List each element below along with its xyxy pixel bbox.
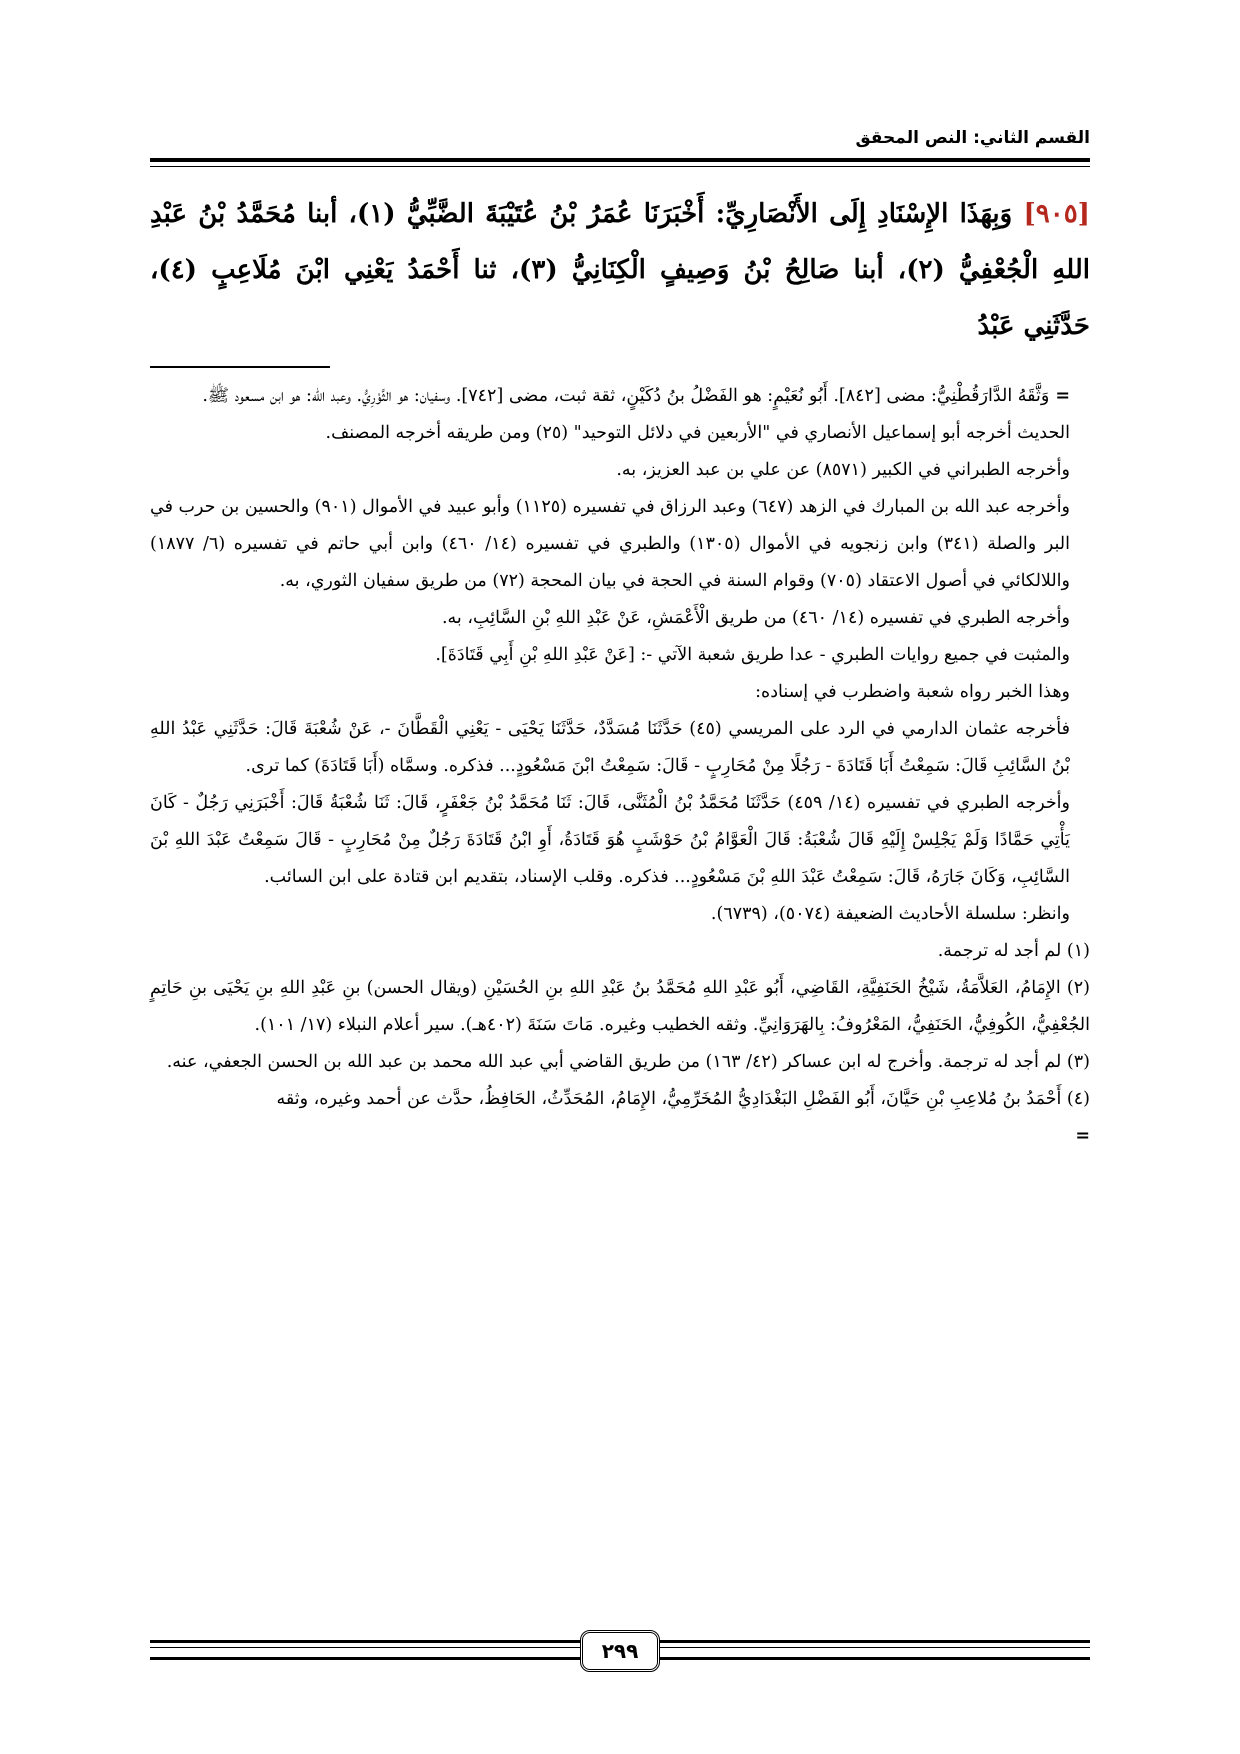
note-paragraph: وأخرجه الطبراني في الكبير (٨٥٧١) عن علي بن عبد العزيز، به. (616, 460, 1070, 480)
note-paragraph: وانظر: سلسلة الأحاديث الضعيفة (٥٠٧٤)، (٦٧٣٩). (710, 904, 1070, 924)
footnote-separator (150, 366, 330, 368)
page-footer (150, 1630, 1090, 1670)
note-paragraph: والمثبت في جميع روايات الطبري - عدا طريق شعبة الآتي -: [عَنْ عَبْدِ اللهِ بْنِ أَبِي قَتَادَةَ]. (435, 645, 1070, 665)
footnote-1: (١) لم أجد له ترجمة. (937, 941, 1090, 961)
page-number: ٢٩٩ (580, 1630, 660, 1672)
continuation-mark: = (1075, 1126, 1090, 1146)
hadith-number: [٩٠٥] (1023, 199, 1090, 229)
note-paragraph: وأخرجه عبد الله بن المبارك في الزهد (٦٤٧) وعبد الرزاق في تفسيره (١١٢٥) وأبو عبيد في الأموال (٩٠١) والحسين بن حرب في البر والصلة (٣٤١) وابن زنجويه في الأموال (١٣٠٥) والطبري في تفسيره (١٤/ ٤٦٠) وابن أبي حاتم في تفسيره (٦/ ١٨٧٧) واللالكائي في أصول الاعتقاد (٧٠٥) وقوام السنة في الحجة في بيان المحجة (٧٢) من طريق سفيان الثوري، به. (150, 497, 1071, 591)
note-paragraph: فأخرجه عثمان الدارمي في الرد على المريسي (٤٥) حَدَّثَنَا مُسَدَّدٌ، حَدَّثَنَا يَحْيَى - يَعْنِي الْقَطَّانَ -، عَنْ شُعْبَةَ قَالَ: حَدَّثَنِي عَبْدُ اللهِ بْنُ السَّائِبِ قَالَ: سَمِعْتُ أَبَا قَتَادَةَ - رَجُلًا مِنْ مُحَارِبٍ - قَالَ: سَمِعْتُ ابْنَ مَسْعُودٍ... فذكره. وسمَّاه (أَبَا قَتَادَةَ) كما ترى. (150, 719, 1070, 776)
main-text (150, 186, 1090, 354)
footnotes-section (150, 378, 1090, 1155)
footnote-4: (٤) أَحْمَدُ بنُ مُلاعِبِ بْنِ حَيَّانَ، أَبُو الفَضْلِ البَغْدَادِيُّ المُخَرِّمِيُّ، الإِمَامُ، المُحَدِّثُ، الحَافِظُ، حدَّث عن أحمد وغيره، وثقه (276, 1089, 1090, 1109)
note-paragraph: وهذا الخبر رواه شعبة واضطرب في إسناده: (755, 682, 1070, 702)
footnote-3: (٣) لم أجد له ترجمة. وأخرج له ابن عساكر (٤٢/ ١٦٣) من طريق القاضي أبي عبد الله محمد بن عبد الله بن الحسن الجعفي، عنه. (166, 1052, 1090, 1072)
header-rule-thick (150, 158, 1090, 162)
footnote-2: (٢) الإِمَامُ، العَلاَّمَةُ، شَيْخُ الحَنَفِيَّةِ، القَاضِي، أَبُو عَبْدِ اللهِ مُحَمَّدُ بنُ عَبْدِ اللهِ بنِ الحُسَيْنِ (ويقال الحسن) بنِ عَبْدِ اللهِ بنِ يَحْيَى بنِ حَاتِمٍ الجُعْفِيُّ، الكُوفِيُّ، الحَنَفِيُّ، المَعْرُوفُ: بِالهَرَوَانِيِّ. وثقه الخطيب وغيره. مَاتَ سَنَةَ (٤٠٢هـ). سير أعلام النبلاء (١٧/ ١٠١). (150, 978, 1090, 1035)
running-header: القسم الثاني: النص المحقق (855, 128, 1090, 148)
header-rule-thin (150, 166, 1090, 167)
note-paragraph: الحديث أخرجه أبو إسماعيل الأنصاري في "الأربعين في دلائل التوحيد" (٢٥) ومن طريقه أخرجه المصنف. (325, 423, 1070, 443)
note-paragraph: وأخرجه الطبري في تفسيره (١٤/ ٤٥٩) حَدَّثَنَا مُحَمَّدُ بْنُ الْمُثَنَّى، قَالَ: ثَنَا مُحَمَّدُ بْنُ جَعْفَرٍ، قَالَ: ثَنَا شُعْبَةُ قَالَ: أَخْبَرَنِي رَجُلٌ - كَانَ يَأْتِي حَمَّادًا وَلَمْ يَجْلِسْ إِلَيْهِ قَالَ شُعْبَةُ: قَالَ الْعَوَّامُ بْنُ حَوْشَبٍ هُوَ قَتَادَةُ، أَوِ ابْنُ قَتَادَةَ رَجُلٌ مِنْ مُحَارِبٍ - قَالَ سَمِعْتُ عَبْدَ اللهِ بْنَ السَّائِبِ، وَكَانَ جَارَهُ، قَالَ: سَمِعْتُ عَبْدَ اللهِ بْنَ مَسْعُودٍ... فذكره. وقلب الإسناد، بتقديم ابن قتادة على ابن السائب. (150, 793, 1070, 887)
note-paragraph: وأخرجه الطبري في تفسيره (١٤/ ٤٦٠) من طريق الْأَعْمَشِ، عَنْ عَبْدِ اللهِ بْنِ السَّائِبِ، به. (441, 608, 1070, 628)
continued-note: =وَثَّقَهُ الدَّارَقُطْنِيُّ: مضى [٨٤٢]. أَبُو نُعَيْمٍ: هو الفَضْلُ بنُ دُكَيْنٍ، ثقة ثبت، مضى [٧٤٢]. وسفيان: هو الثَّوْرِيُّ. وعبد الله: هو ابن مسعود ﷺ. (202, 386, 1070, 406)
hadith-text: وَبِهَذَا الإِسْنَادِ إِلَى الأَنْصَارِيِّ: أَخْبَرَنَا عُمَرُ بْنُ عُتَيْبَةَ الضَّبِّيُّ (١)، أبنا مُحَمَّدُ بْنُ عَبْدِ اللهِ الْجُعْفِيُّ (٢)، أبنا صَالِحُ بْنُ وَصِيفٍ الْكِنَانِيُّ (٣)، ثنا أَحْمَدُ يَعْنِي ابْنَ مُلَاعِبٍ (٤)، حَدَّثَنِي عَبْدُ (150, 199, 1090, 341)
